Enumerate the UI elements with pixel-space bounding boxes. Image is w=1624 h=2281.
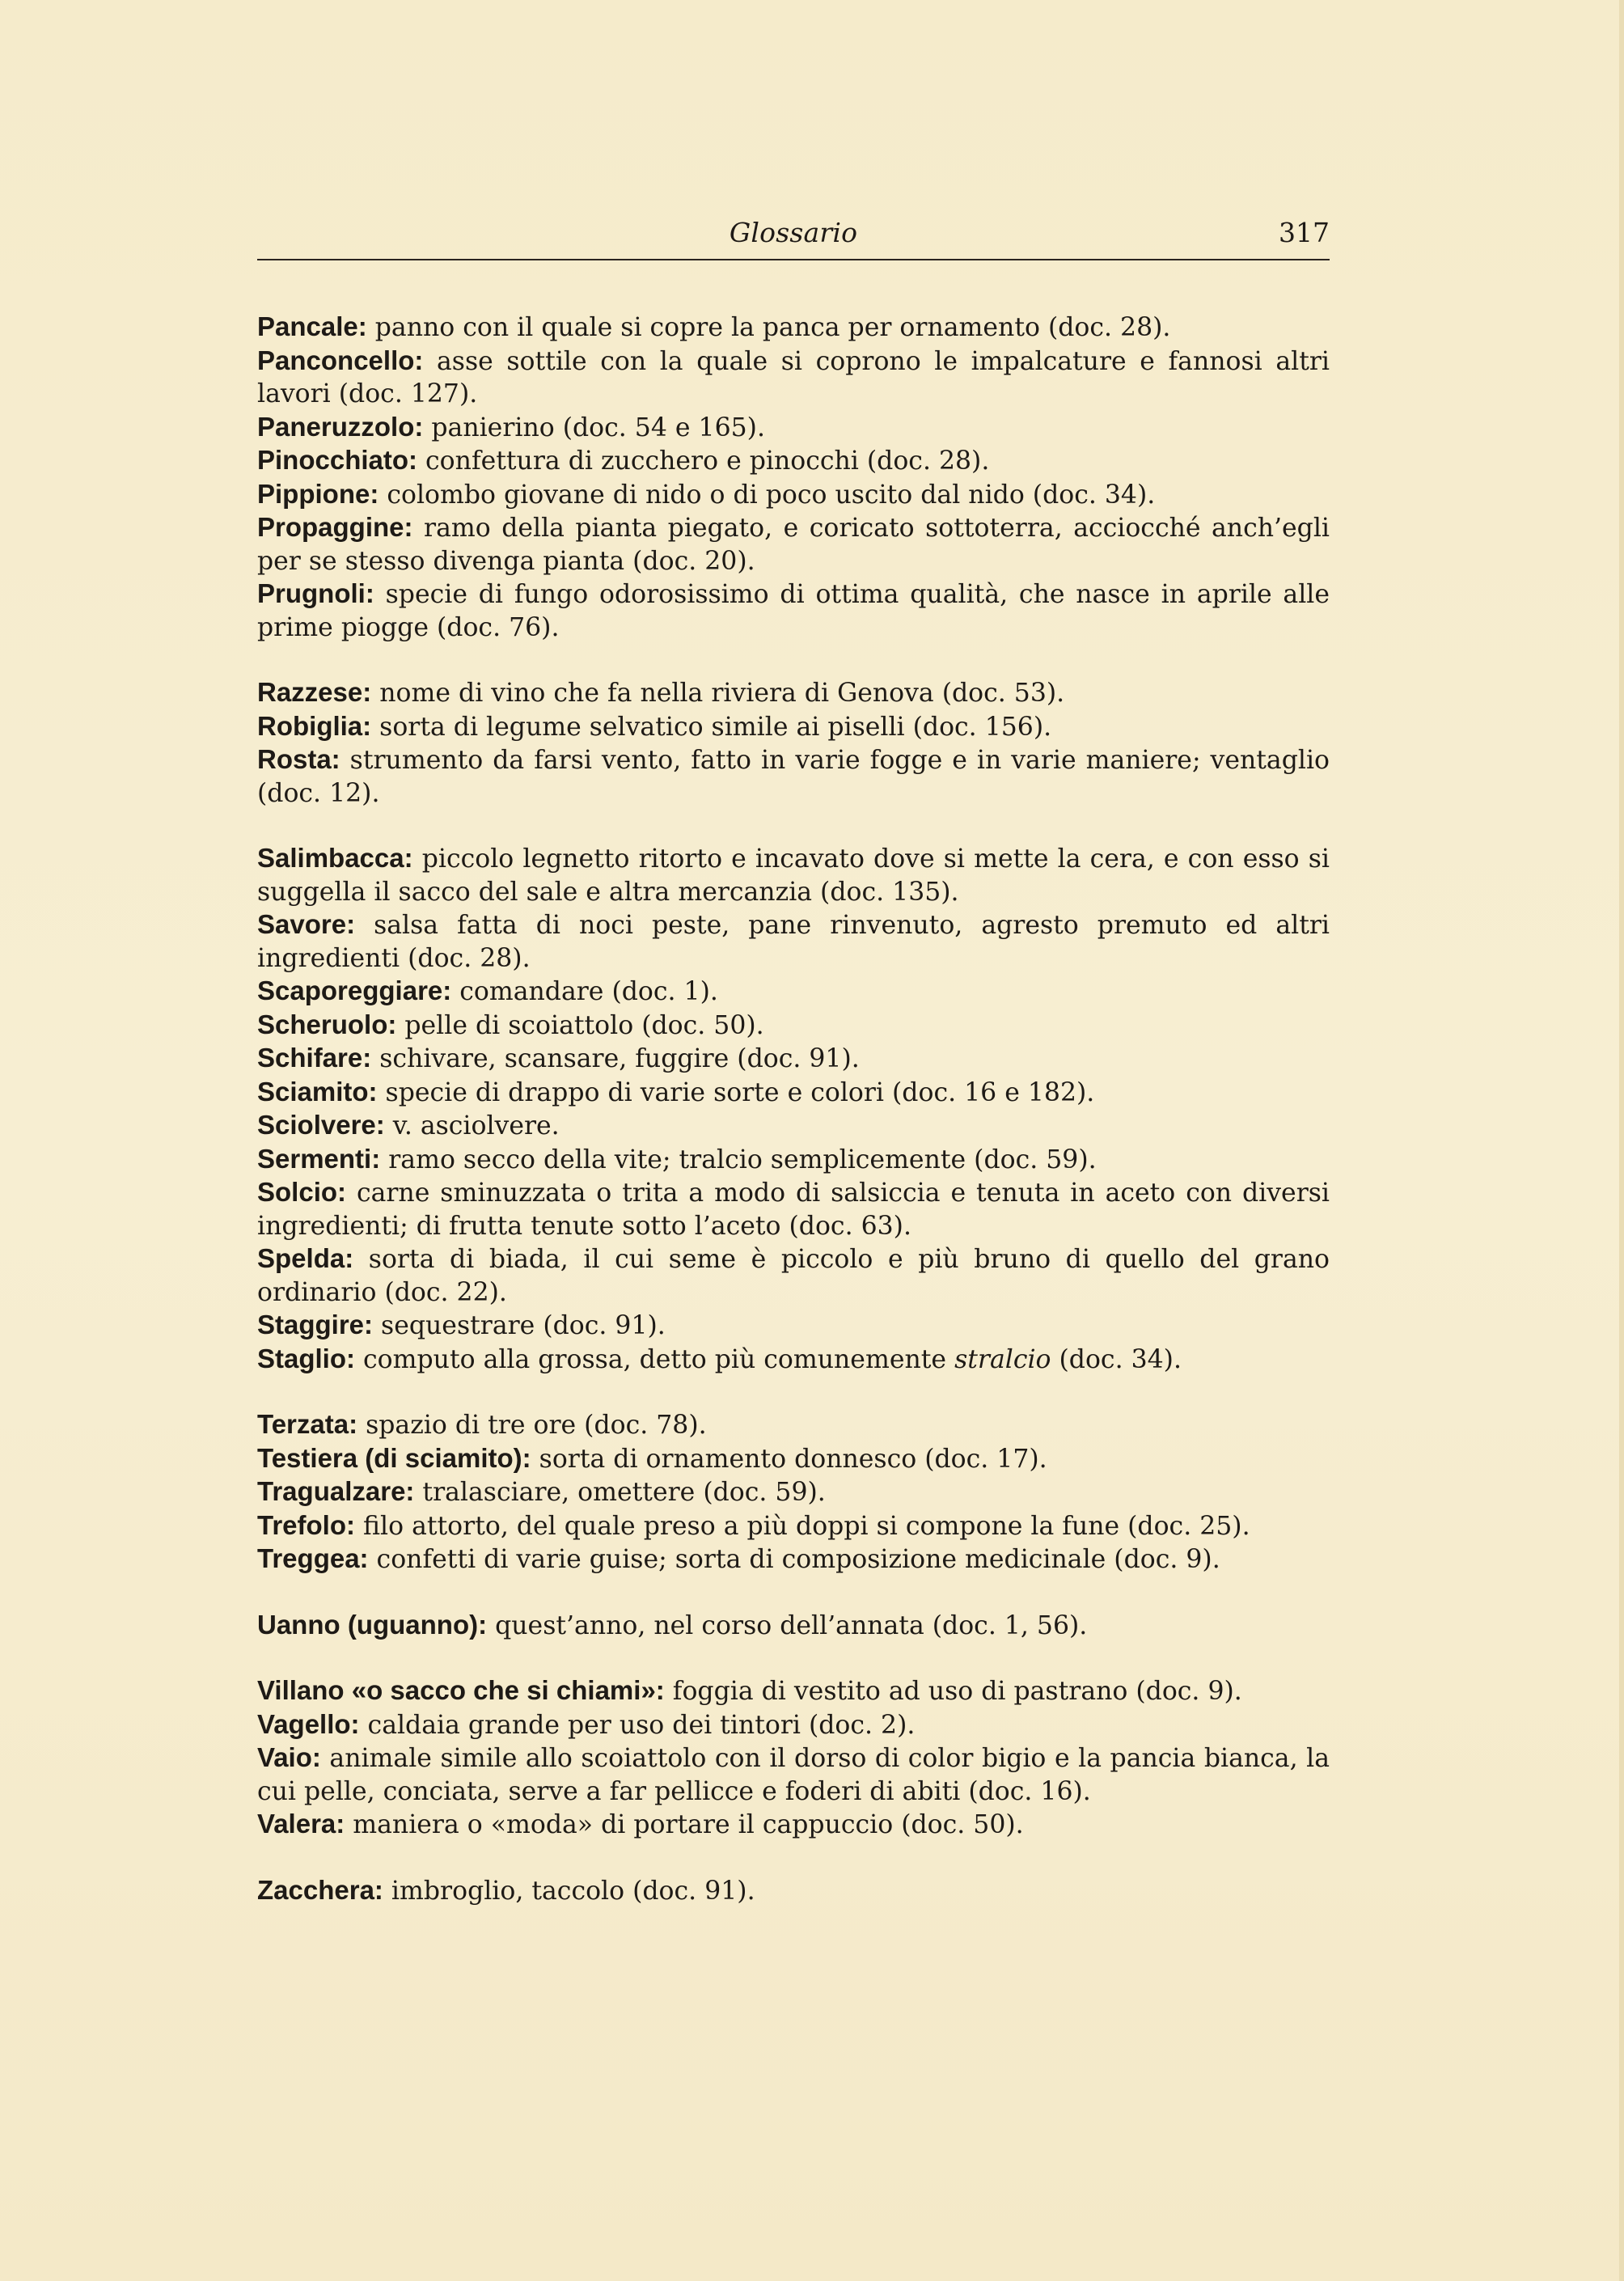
glossary-entry	[257, 1042, 1330, 1076]
glossary-entry	[257, 1509, 1330, 1543]
entry-definition: foggia di vestito ad uso di pastrano (doc. 9).	[664, 1677, 1242, 1706]
glossary-entry	[257, 1176, 1330, 1242]
entry-definition: strumento da farsi vento, fatto in varie fogge e in varie maniere; ventaglio (doc. 12).	[257, 746, 1330, 808]
glossary-entry	[257, 1109, 1330, 1143]
glossary-entry	[257, 1143, 1330, 1177]
entry-term: Scheruolo:	[257, 1009, 397, 1039]
entry-term: Zacchera:	[257, 1874, 383, 1905]
entry-term: Uanno (uguanno):	[257, 1609, 488, 1640]
entry-term: Valera:	[257, 1809, 345, 1839]
entry-term: Solcio:	[257, 1177, 347, 1207]
entry-term: Propaggine:	[257, 512, 413, 542]
entry-term: Trefolo:	[257, 1509, 355, 1540]
glossary-entry	[257, 676, 1330, 710]
entry-definition: comandare (doc. 1).	[451, 977, 718, 1006]
entry-definition: computo alla grossa, detto più comunemente	[355, 1344, 955, 1374]
entry-term: Spelda:	[257, 1243, 354, 1273]
glossary-entry	[257, 1543, 1330, 1576]
entry-term: Salimbacca:	[257, 843, 413, 873]
glossary-entry	[257, 1674, 1330, 1708]
glossary-entry	[257, 1874, 1330, 1908]
running-head	[257, 212, 1330, 260]
glossary-entry	[257, 345, 1330, 411]
glossary-entry	[257, 710, 1330, 744]
entry-definition: imbroglio, taccolo (doc. 91).	[383, 1876, 755, 1906]
entry-definition: v. asciolvere.	[384, 1111, 560, 1140]
entry-term: Paneruzzolo:	[257, 411, 424, 442]
entry-definition: panno con il quale si copre la panca per ornamento (doc. 28).	[366, 313, 1171, 342]
entry-term: Vagello:	[257, 1708, 360, 1739]
entry-definition: sorta di biada, il cui seme è piccolo e più bruno di quello del grano ordinario (doc. 22).	[257, 1245, 1330, 1307]
entry-definition: sorta di ornamento donnesco (doc. 17).	[531, 1444, 1047, 1474]
entry-term: Pancale:	[257, 311, 367, 341]
glossary-entry	[257, 1741, 1330, 1808]
entry-term: Razzese:	[257, 677, 372, 707]
glossary-group-s	[257, 842, 1330, 1376]
entry-definition: specie di fungo odorosissimo di ottima qualità, che nasce in aprile alle prime piogge (doc. 76).	[257, 580, 1330, 642]
glossary-entry	[257, 1242, 1330, 1309]
entry-definition: caldaia grande per uso dei tintori (doc. 2).	[359, 1710, 916, 1740]
entry-term: Pippione:	[257, 478, 379, 509]
entry-definition: colombo giovane di nido o di poco uscito dal nido (doc. 34).	[379, 480, 1156, 510]
entry-definition: ramo secco della vite; tralcio semplicemente (doc. 59).	[380, 1145, 1097, 1174]
glossary-entry	[257, 1475, 1330, 1509]
entry-term: Tragualzare:	[257, 1476, 415, 1506]
entry-definition: panierino (doc. 54 e 165).	[423, 413, 765, 442]
glossary-entry	[257, 411, 1330, 445]
glossary-group-r	[257, 676, 1330, 810]
glossary-entry	[257, 1408, 1330, 1442]
entry-definition-tail: (doc. 34).	[1051, 1344, 1182, 1374]
running-title: Glossario	[729, 217, 858, 248]
entry-term: Sciamito:	[257, 1076, 378, 1107]
glossary-group-v	[257, 1674, 1330, 1842]
glossary-group-p	[257, 311, 1330, 644]
entry-definition: nome di vino che fa nella riviera di Genova (doc. 53).	[371, 679, 1065, 708]
entry-term: Terzata:	[257, 1409, 358, 1439]
glossary-entry	[257, 444, 1330, 478]
entry-term: Prugnoli:	[257, 578, 374, 608]
glossary-entry	[257, 1076, 1330, 1110]
entry-term: Savore:	[257, 909, 356, 939]
glossary-entry	[257, 1808, 1330, 1842]
entry-term: Pinocchiato:	[257, 445, 418, 475]
glossary-entry	[257, 1609, 1330, 1643]
glossary-entry	[257, 743, 1330, 810]
glossary-group-z	[257, 1874, 1330, 1908]
entry-term: Staglio:	[257, 1343, 355, 1373]
entry-term: Robiglia:	[257, 710, 372, 741]
entry-definition: sequestrare (doc. 91).	[373, 1311, 666, 1340]
entry-definition: specie di drappo di varie sorte e colori (doc. 16 e 182).	[377, 1077, 1095, 1107]
glossary-group-u	[257, 1609, 1330, 1643]
entry-definition: salsa fatta di noci peste, pane rinvenuto, agresto premuto ed altri ingredienti (doc. 28).	[257, 911, 1330, 973]
glossary-entry	[257, 311, 1330, 345]
entry-term: Villano «o sacco che si chiami»:	[257, 1675, 665, 1705]
glossary-group-t	[257, 1408, 1330, 1576]
entry-definition: quest’anno, nel corso dell’annata (doc. 1, 56).	[487, 1610, 1088, 1640]
glossary-entry	[257, 1309, 1330, 1343]
page-edge	[1619, 0, 1624, 2281]
entry-italic-term: stralcio	[954, 1344, 1051, 1374]
entry-definition: sorta di legume selvatico simile ai piselli (doc. 156).	[371, 712, 1052, 742]
entry-definition: animale simile allo scoiattolo con il dorso di color bigio e la pancia bianca, la cui pelle, conciata, serve a far pellicce e foderi di abiti (doc. 16).	[257, 1744, 1330, 1806]
entry-definition: ramo della pianta piegato, e coricato sottoterra, acciocché anch’egli per se stesso divenga pianta (doc. 20).	[257, 514, 1330, 576]
glossary-entry	[257, 1009, 1330, 1043]
entry-definition: spazio di tre ore (doc. 78).	[357, 1411, 707, 1440]
page-number: 317	[1279, 217, 1330, 248]
entry-definition: tralasciare, omettere (doc. 59).	[414, 1478, 826, 1507]
entry-term: Panconcello:	[257, 345, 424, 375]
entry-definition: filo attorto, del quale preso a più doppi si compone la fune (doc. 25).	[355, 1511, 1250, 1541]
entry-term: Vaio:	[257, 1742, 321, 1772]
glossary-entry	[257, 1708, 1330, 1742]
entry-definition: carne sminuzzata o trita a modo di salsiccia e tenuta in aceto con diversi ingredienti; di frutta tenute sotto l’aceto (doc. 63).	[257, 1179, 1330, 1241]
entry-term: Treggea:	[257, 1543, 369, 1573]
glossary-entry	[257, 578, 1330, 644]
glossary-entry	[257, 1442, 1330, 1476]
glossary	[257, 311, 1330, 1940]
entry-term: Schifare:	[257, 1043, 372, 1073]
entry-definition: piccolo legnetto ritorto e incavato dove si mette la cera, e con esso si suggella il sacco del sale e altra mercanzia (doc. 135).	[257, 844, 1330, 907]
entry-term: Sermenti:	[257, 1143, 381, 1174]
glossary-entry	[257, 1343, 1330, 1377]
entry-term: Sciolvere:	[257, 1110, 385, 1140]
glossary-entry	[257, 908, 1330, 975]
entry-term: Rosta:	[257, 744, 340, 774]
entry-term: Scaporeggiare:	[257, 975, 452, 1005]
glossary-entry	[257, 511, 1330, 578]
entry-definition: asse sottile con la quale si coprono le impalcature e fannosi altri lavori (doc. 127).	[257, 346, 1330, 408]
entry-definition: confettura di zucchero e pinocchi (doc. 28).	[417, 446, 990, 476]
entry-definition: confetti di varie guise; sorta di composizione medicinale (doc. 9).	[368, 1545, 1220, 1574]
glossary-entry	[257, 478, 1330, 512]
glossary-entry	[257, 975, 1330, 1009]
entry-term: Testiera (di sciamito):	[257, 1442, 531, 1473]
entry-definition: schivare, scansare, fuggire (doc. 91).	[371, 1044, 860, 1073]
entry-definition: pelle di scoiattolo (doc. 50).	[396, 1010, 764, 1040]
entry-definition: maniera o «moda» di portare il cappuccio (doc. 50).	[345, 1810, 1024, 1839]
glossary-entry	[257, 842, 1330, 908]
entry-term: Staggire:	[257, 1310, 374, 1339]
